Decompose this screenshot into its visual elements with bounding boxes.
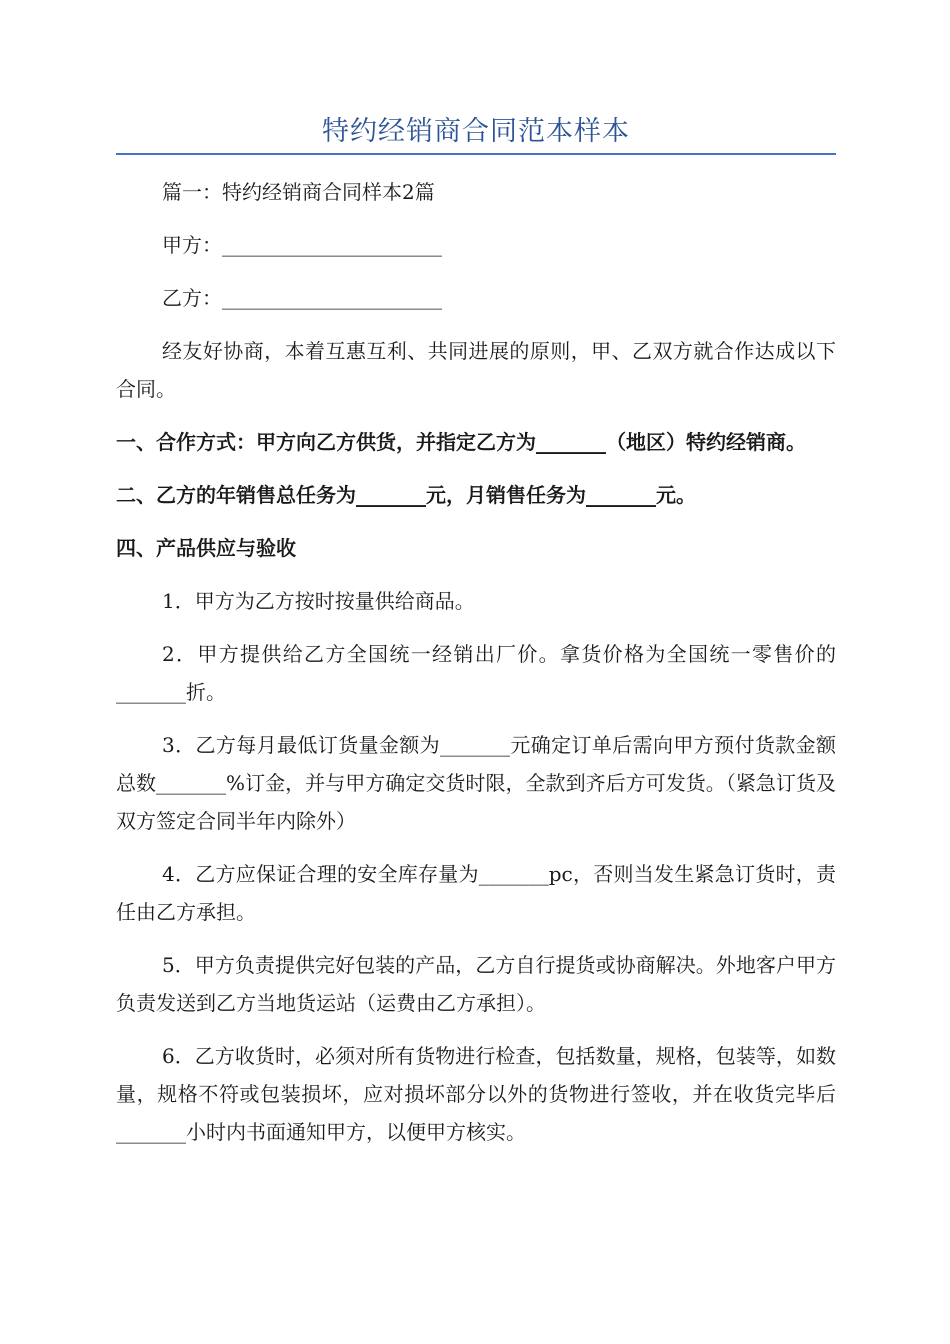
title-underline: [116, 153, 836, 155]
paragraph-party-b: 乙方：______________________: [162, 286, 442, 310]
document-body: [116, 173, 836, 1166]
clause-item-1: 1．甲方为乙方按时按量供给商品。: [162, 589, 475, 613]
clause-sales-targets: 二、乙方的年销售总任务为_______元，月销售任务为_______元。: [116, 483, 696, 507]
paragraph-heading-section-one: 篇一：特约经销商合同样本2篇: [162, 180, 435, 204]
clause-item-4: 4．乙方应保证合理的安全库存量为_______pc，否则当发生紧急订货时，责任由乙方承担。: [116, 862, 836, 924]
clause-supply-heading: 四、产品供应与验收: [116, 536, 296, 560]
clause-item-5: 5．甲方负责提供完好包装的产品，乙方自行提货或协商解决。外地客户甲方负责发送到乙方当地货运站（运费由乙方承担）。: [116, 953, 836, 1015]
clause-item-3: 3．乙方每月最低订货量金额为_______元确定订单后需向甲方预付货款金额总数_______%订金，并与甲方确定交货时限，全款到齐后方可发货。（紧急订货及双方签定合同半年内除外）: [116, 733, 836, 833]
clause-item-2: 2．甲方提供给乙方全国统一经销出厂价。拿货价格为全国统一零售价的_______折。: [116, 642, 836, 704]
document-title: 特约经销商合同范本样本: [322, 116, 630, 147]
clause-cooperation-method: 一、合作方式：甲方向乙方供货，并指定乙方为_______（地区）特约经销商。: [116, 430, 806, 454]
paragraph-preamble: 经友好协商，本着互惠互利、共同进展的原则，甲、乙双方就合作达成以下合同。: [116, 339, 836, 401]
clause-item-6: 6．乙方收货时，必须对所有货物进行检查，包括数量，规格，包装等，如数量，规格不符或包装损坏，应对损坏部分以外的货物进行签收，并在收货完毕后_______小时内书面通知甲方，以便甲方核实。: [116, 1044, 836, 1144]
paragraph-party-a: 甲方：______________________: [162, 233, 442, 257]
